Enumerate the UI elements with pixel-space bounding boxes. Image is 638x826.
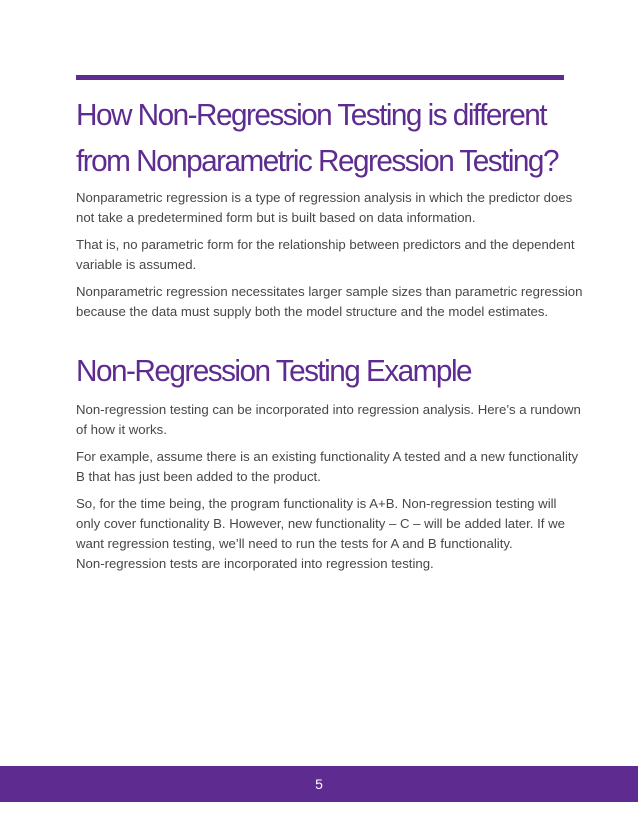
section1-paragraph xyxy=(76,282,583,322)
paragraph-line: variable is assumed. xyxy=(76,257,197,272)
paragraph-line: So, for the time being, the program functionality is A+B. Non-regression testing will xyxy=(76,496,557,511)
section2-paragraph xyxy=(76,400,581,440)
page-content xyxy=(76,92,583,574)
section1-paragraph xyxy=(76,188,573,228)
section2-paragraph xyxy=(76,447,579,487)
section1-paragraph xyxy=(76,235,575,275)
section2-heading: Non-Regression Testing Example xyxy=(76,353,472,388)
paragraph-line: That is, no parametric form for the relationship between predictors and the dependent xyxy=(76,237,575,252)
paragraph-line: For example, assume there is an existing functionality A tested and a new functionality xyxy=(76,449,579,464)
section1-heading-line: How Non-Regression Testing is different xyxy=(76,97,546,132)
section2-paragraph xyxy=(76,494,566,574)
footer-bar xyxy=(0,766,638,802)
paragraph-line: of how it works. xyxy=(76,422,167,437)
top-divider-rule xyxy=(76,75,564,80)
section1-heading xyxy=(76,92,558,184)
paragraph-line: want regression testing, we’ll need to run the tests for A and B functionality. xyxy=(76,536,513,551)
paragraph-line: only cover functionality B. However, new functionality – C – will be added later. If we xyxy=(76,516,565,531)
section1-heading-line: from Nonparametric Regression Testing? xyxy=(76,143,558,178)
paragraph-line: Non-regression testing can be incorporated into regression analysis. Here’s a rundown xyxy=(76,402,581,417)
paragraph-line: not take a predetermined form but is built based on data information. xyxy=(76,210,476,225)
paragraph-line: Nonparametric regression is a type of regression analysis in which the predictor does xyxy=(76,190,573,205)
paragraph-line: Nonparametric regression necessitates larger sample sizes than parametric regression xyxy=(76,284,583,299)
paragraph-line: because the data must supply both the model structure and the model estimates. xyxy=(76,304,549,319)
paragraph-line: Non-regression tests are incorporated into regression testing. xyxy=(76,556,434,571)
paragraph-line: B that has just been added to the product. xyxy=(76,469,321,484)
page-number: 5 xyxy=(315,776,323,792)
